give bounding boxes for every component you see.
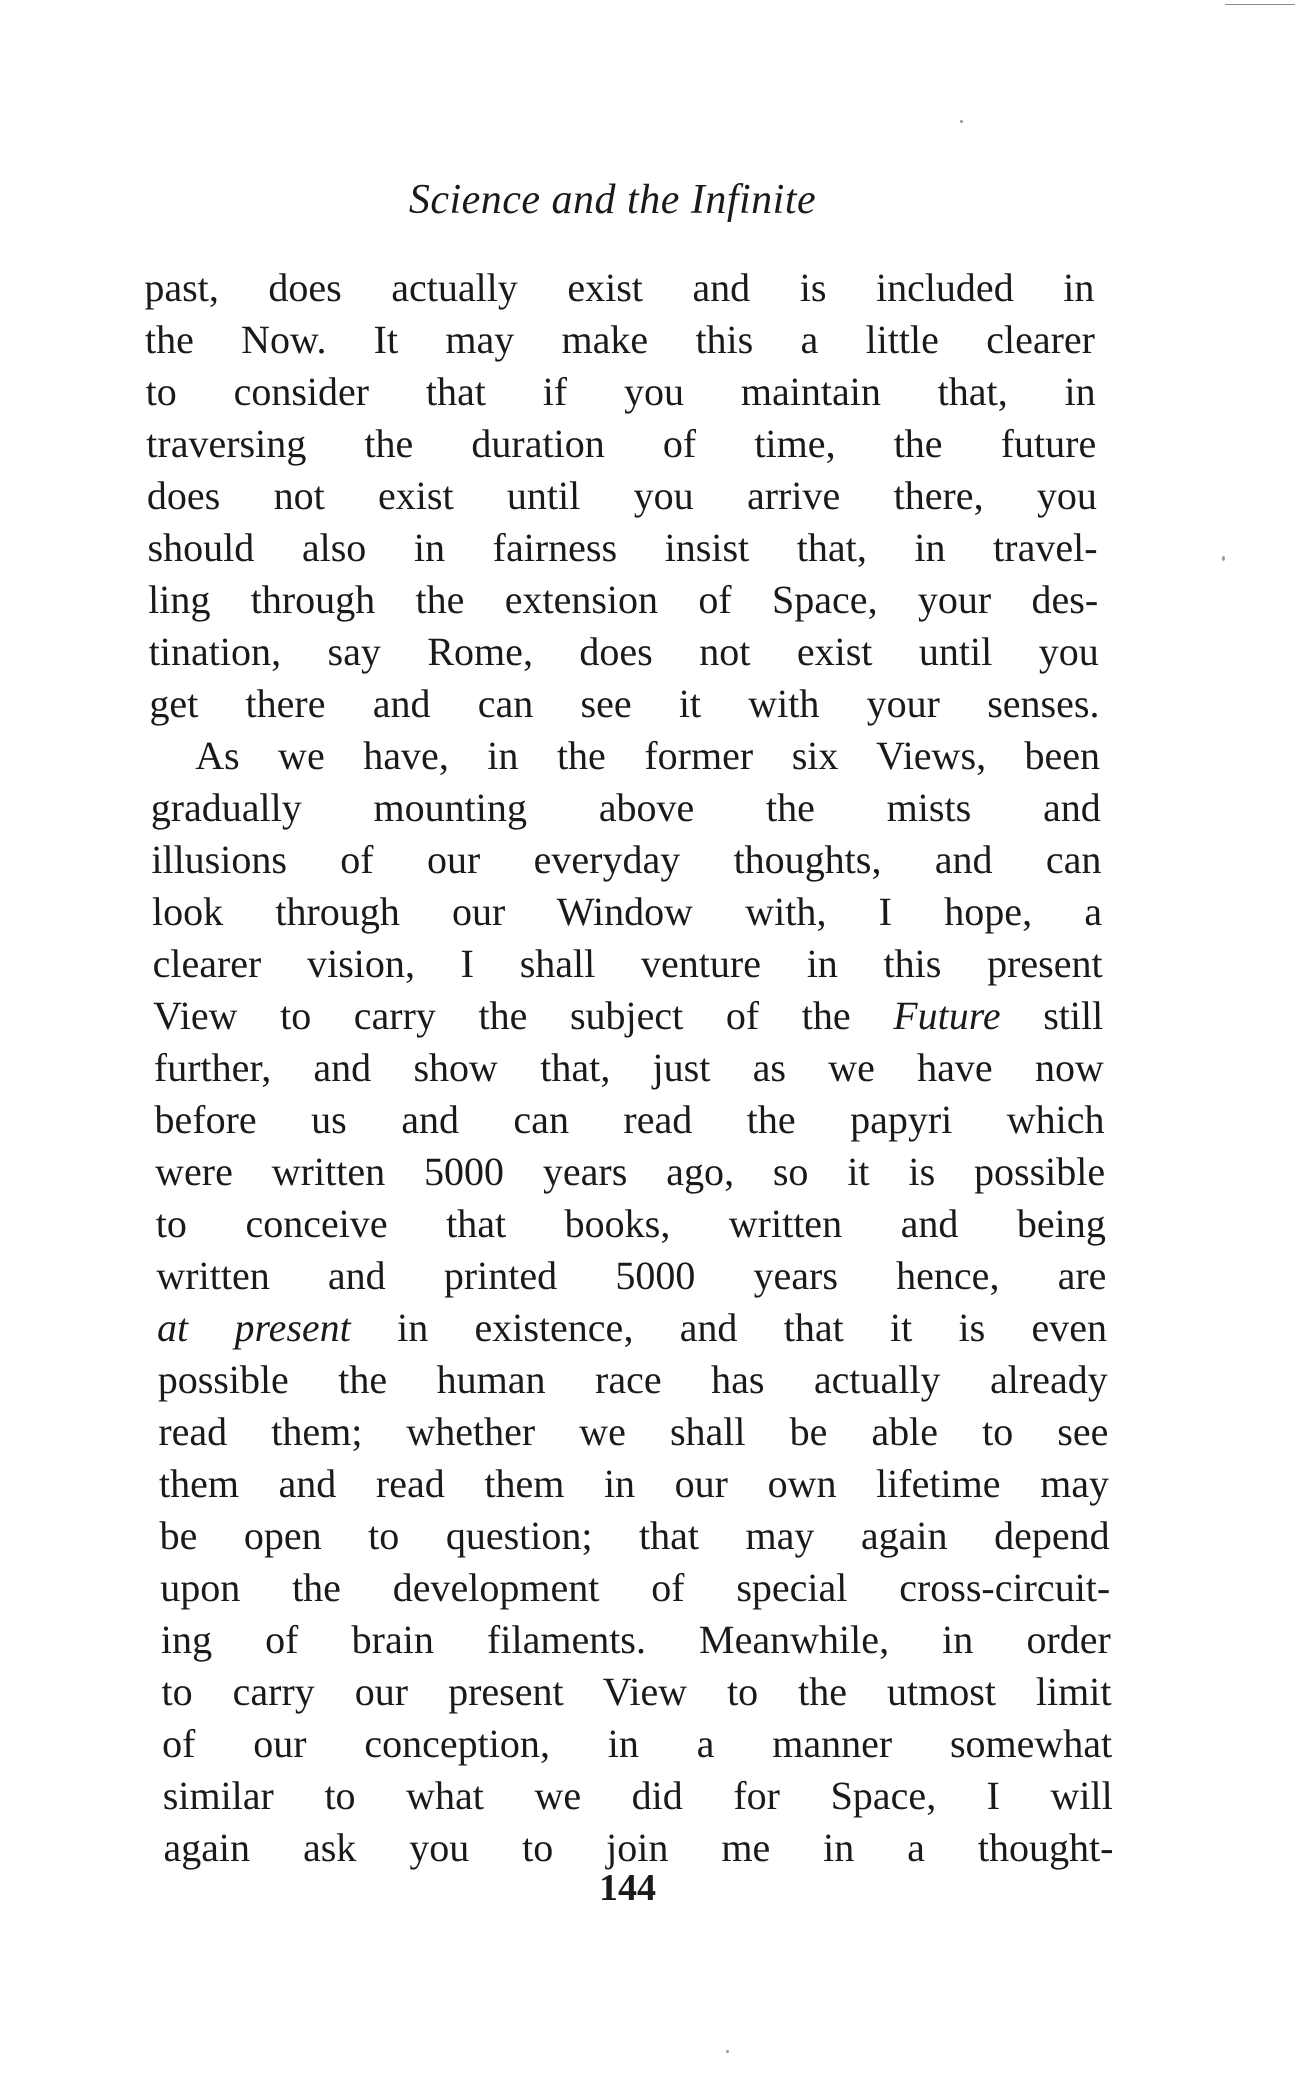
text-line [157, 1302, 1108, 1354]
text-segment: be open to question; that may again depend [159, 1513, 1110, 1558]
text-line [160, 1562, 1111, 1614]
text-line [146, 418, 1097, 470]
text-segment: further, and show that, just as we have now [153, 1045, 1105, 1090]
text-segment: were written 5000 years ago, so it is possible [154, 1149, 1106, 1194]
text-line [155, 1146, 1106, 1198]
text-line [158, 1406, 1109, 1458]
text-line [156, 1250, 1107, 1302]
text-line [145, 314, 1096, 366]
text-segment: in existence, and that it is even [350, 1305, 1108, 1350]
page-number: 144 [599, 1867, 656, 1909]
text-segment: before us and can read the papyri which [154, 1097, 1105, 1142]
text-line [161, 1614, 1112, 1666]
text-line [144, 262, 1095, 314]
text-segment: similar to what we did for Space, I will [162, 1773, 1114, 1818]
text-segment: past, does actually exist and is included in [144, 265, 1095, 310]
text-segment: the Now. It may make this a little clearer [144, 317, 1096, 362]
text-segment: ling through the extension of Space, your des- [147, 577, 1099, 622]
text-segment: As we have, in the former six Views, been [194, 733, 1101, 778]
text-line [150, 782, 1101, 834]
text-segment: to consider that if you maintain that, in [145, 369, 1096, 414]
italic-text: at present [156, 1305, 351, 1350]
text-line [154, 1042, 1105, 1094]
text-segment: View to carry the subject of the [152, 993, 894, 1038]
italic-text: Future [892, 993, 1001, 1038]
edge-rule [1225, 4, 1295, 5]
text-line [161, 1666, 1112, 1718]
text-line [159, 1510, 1110, 1562]
running-head: Science and the Infinite [408, 177, 817, 223]
text-line [153, 990, 1104, 1042]
text-segment: illusions of our everyday thoughts, and can [151, 837, 1102, 882]
paper-speck [960, 120, 963, 123]
text-segment: to conceive that books, written and being [155, 1201, 1107, 1246]
text-segment: read them; whether we shall be able to see [158, 1409, 1109, 1454]
text-line [162, 1770, 1113, 1822]
text-line [147, 470, 1098, 522]
text-line [162, 1718, 1113, 1770]
text-line [148, 626, 1099, 678]
text-segment: clearer vision, I shall venture in this present [152, 941, 1103, 986]
text-segment: get there and can see it with your senses. [149, 681, 1100, 726]
text-line [147, 522, 1098, 574]
paper-speck [726, 2050, 729, 2053]
text-segment: tination, say Rome, does not exist until you [148, 629, 1100, 674]
body-text [144, 262, 1114, 1874]
paper-speck [1222, 556, 1225, 561]
text-line [148, 574, 1099, 626]
text-segment: of our conception, in a manner somewhat [161, 1721, 1113, 1766]
text-segment: written and printed 5000 years hence, are [156, 1253, 1107, 1298]
text-line [154, 1094, 1105, 1146]
text-segment: upon the development of special cross-circuit- [159, 1565, 1111, 1610]
text-line [151, 834, 1102, 886]
text-line [152, 886, 1103, 938]
text-line [145, 366, 1096, 418]
text-line [152, 938, 1103, 990]
text-line [150, 730, 1101, 782]
text-segment: them and read them in our own lifetime may [158, 1461, 1110, 1506]
text-segment: still [1000, 993, 1104, 1038]
text-segment: possible the human race has actually already [157, 1357, 1108, 1402]
text-segment: to carry our present View to the utmost limit [161, 1669, 1112, 1714]
text-segment: ing of brain filaments. Meanwhile, in order [160, 1617, 1112, 1662]
text-line [155, 1198, 1106, 1250]
text-segment: look through our Window with, I hope, a [151, 889, 1103, 934]
text-segment: traversing the duration of time, the future [145, 421, 1097, 466]
text-segment: gradually mounting above the mists and [150, 785, 1101, 830]
text-segment: does not exist until you arrive there, you [146, 473, 1098, 518]
text-segment: again ask you to join me in a thought- [163, 1825, 1114, 1870]
text-line [149, 678, 1100, 730]
text-line [157, 1354, 1108, 1406]
text-line [159, 1458, 1110, 1510]
text-segment: should also in fairness insist that, in travel- [147, 525, 1098, 570]
